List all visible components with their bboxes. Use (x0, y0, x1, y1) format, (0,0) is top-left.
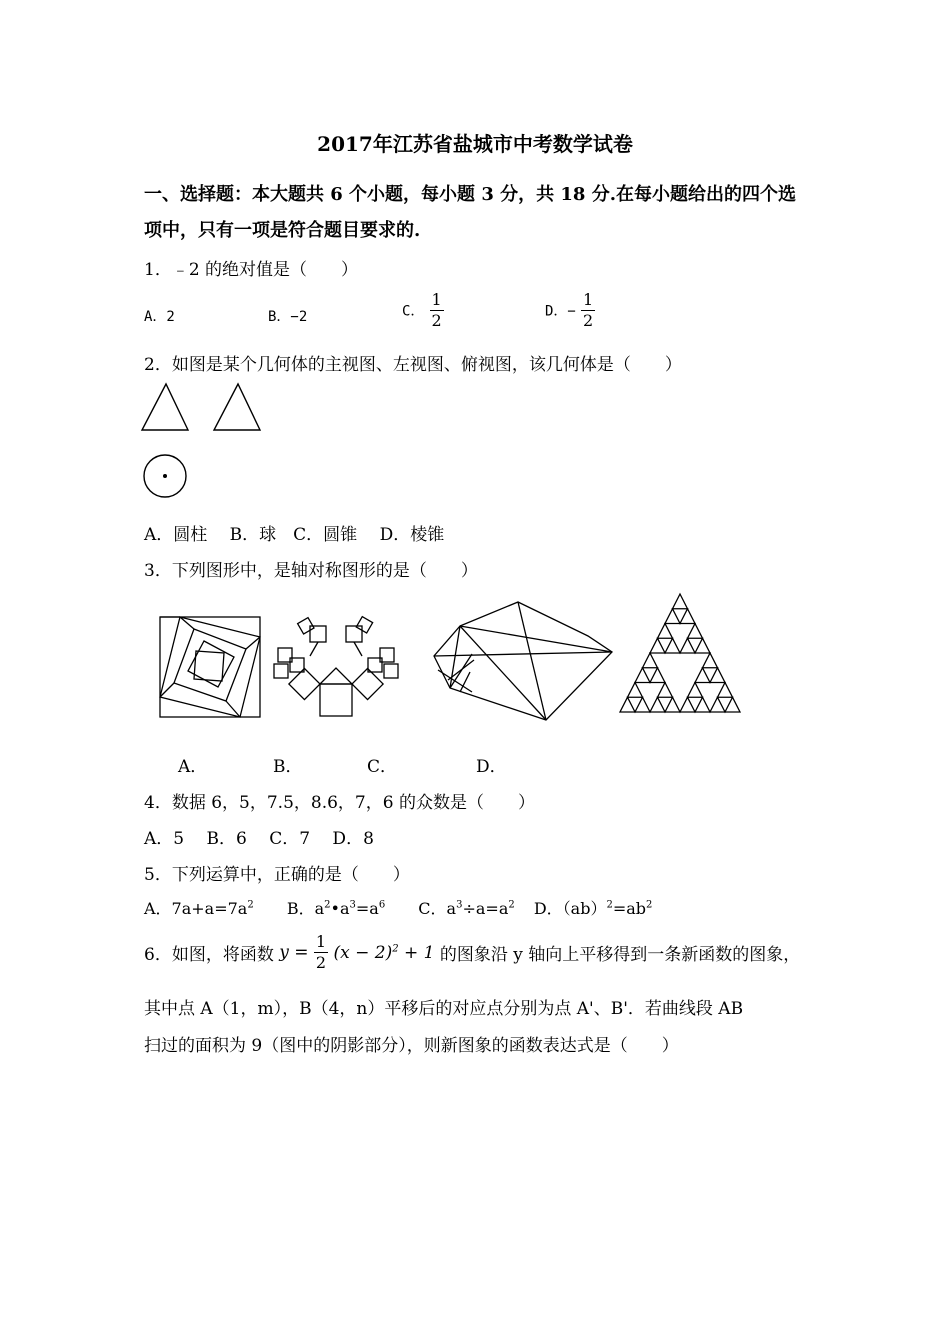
front-view-triangle (142, 384, 188, 430)
q4-options: A．5 B．6 C．7 D．8 (144, 829, 374, 849)
q3-label-d: D． (476, 757, 507, 777)
q2-options: A．圆柱 B．球 C．圆锥 D．棱锥 (144, 525, 445, 545)
q1-c-numerator: 1 (431, 290, 442, 309)
q3-stem: 3．下列图形中，是轴对称图形的是（ ） (144, 561, 478, 581)
q6-line3: 扫过的面积为 9（图中的阴影部分），则新图象的函数表达式是（ ） (144, 1036, 679, 1056)
q6-prefix: 6．如图，将函数 (144, 945, 274, 965)
q1-option-a: A．2 (144, 309, 175, 325)
q3-figure-a-rotated-squares (158, 615, 264, 721)
q6-suffix: 的图象沿 y 轴向上平移得到一条新函数的图象， (439, 945, 801, 965)
q3-label-c: C． (367, 757, 398, 777)
q3-figure-c-triangle-spiral (430, 600, 616, 722)
q6-func-numerator: 1 (315, 932, 327, 951)
q1-option-c (402, 290, 444, 331)
q5-options (144, 896, 652, 919)
q1-option-d (545, 290, 595, 331)
q1-c-denominator: 2 (431, 311, 442, 330)
q4-stem: 4．数据 6，5，7.5，8.6，7，6 的众数是（ ） (144, 793, 535, 813)
q2-stem: 2．如图是某个几何体的主视图、左视图、俯视图，该几何体是（ ） (144, 355, 682, 375)
q2-three-views-figure (140, 382, 270, 502)
q6-line1 (144, 932, 800, 973)
q6-line2: 其中点 A（1，m），B（4，n）平移后的对应点分别为点 A'、B'．若曲线段 AB (144, 999, 744, 1019)
q5-option-b: B．$a^2•a^3=a^6$ (286, 899, 386, 918)
q1-option-d-fraction (581, 290, 595, 331)
q5-option-d: D．$(ab)^2=ab^2$ (533, 899, 653, 918)
q3-figure-d-sierpinski (618, 592, 744, 716)
q1-d-denominator: 2 (582, 311, 594, 330)
q6-func-rest: $(x - 2)^2 + 1$ (333, 942, 435, 963)
q1-option-c-fraction (430, 290, 444, 331)
q3-figure-b-pythagoras-tree (270, 612, 402, 718)
top-view-center-dot (163, 474, 167, 478)
q1-d-numerator: 1 (582, 290, 594, 309)
q5-option-a: A．$7a+a=7a^2$ (144, 899, 254, 918)
q1-option-c-label: C． (402, 303, 425, 320)
q6-func-denominator: 2 (315, 953, 327, 972)
q6-func-y: y = (279, 942, 314, 963)
q1-option-b: B．−2 (268, 309, 308, 325)
q3-label-a: A． (178, 757, 208, 777)
section-heading-line2: 项中，只有一项是符合题目要求的. (144, 220, 421, 241)
page-title: 2017年江苏省盐城市中考数学试卷 (317, 132, 633, 156)
q5-option-c: C．$a^3\div a=a^2$ (418, 899, 515, 918)
q3-label-b: B． (273, 757, 303, 777)
q6-func-fraction (314, 932, 328, 973)
side-view-triangle (214, 384, 260, 430)
q5-stem: 5．下列运算中，正确的是（ ） (144, 865, 410, 885)
section-heading-line1: 一、选择题：本大题共 6 个小题，每小题 3 分，共 18 分.在每小题给出的四个选 (144, 184, 796, 205)
q1-stem: 1．﹣2 的绝对值是（ ） (144, 260, 359, 280)
q1-option-d-label: D．− (545, 303, 576, 320)
